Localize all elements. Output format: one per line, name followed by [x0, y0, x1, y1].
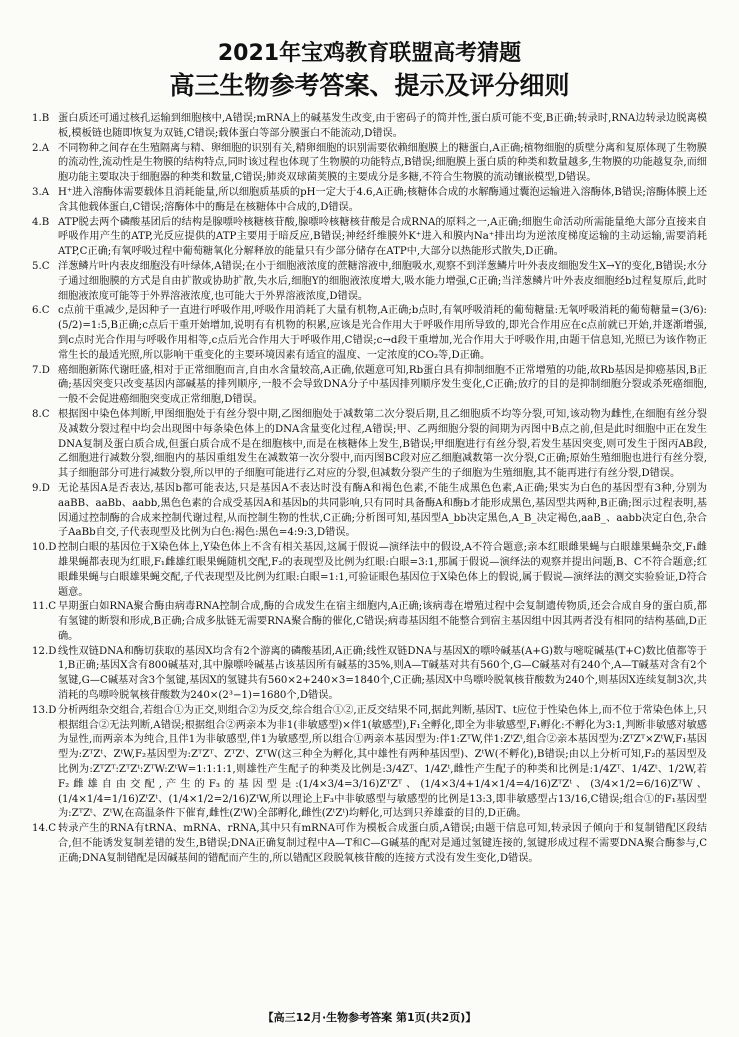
answer-item-12	[32, 645, 707, 704]
answer-number: 8.C	[32, 408, 50, 420]
answer-text: 根据图中染色体判断,甲图细胞处于有丝分裂中期,乙图细胞处于减数第二次分裂后期,且乙细胞质不均等分裂,可知,该动物为雌性,在细胞有丝分裂及减数分裂过程中均会出现图中每条染色体上的DNA含量变化过程,A错误;甲、乙两细胞分裂的间期为丙图中B点之前,但是此时细胞中正在发生DNA复制及蛋白质合成,但蛋白质合成不是在细胞核中,而是在核糖体上发生,B错误;甲细胞进行有丝分裂,若发生基因突变,则可发生于图丙AB段,乙细胞进行减数分裂,细胞内的基因重组发生在减数第一次分裂中,而丙图BC段对应乙细胞减数第一次分裂,C正确;原始生殖细胞也进行有丝分裂,其子细胞部分可进行减数分裂,所以甲的子细胞可能进行乙对应的分裂,但减数分裂产生的子细胞为生殖细胞,其不能再进行有丝分裂,D错误。	[58, 408, 707, 480]
answer-text: 无论基因A是否表达,基因b都可能表达,只是基因A不表达时没有酶A和褐色色素,不能生成黑色色素,A正确;果实为白色的基因型有3种,分别为aaBB、aaBb、aabb,黑色色素的合成受基因A和基因b的共同影响,只有同时具备酶A和酶b才能形成黑色,基因型共两种,B正确;图示过程表明,基因通过控制酶的合成来控制代谢过程,从而控制生物的性状,C正确;分析图可知,基因型A_bb决定黑色,A_B_决定褐色,aaB_、aabb决定白色,杂合子AaBb自交,子代表现型及比例为白色:褐色:黑色=4:9:3,D错误。	[58, 482, 707, 539]
answer-text: H⁺进入溶酶体需要载体且消耗能量,所以细胞质基质的pH一定大于4.6,A正确;核糖体合成的水解酶通过囊泡运输进入溶酶体,B错误;溶酶体膜上还含其他载体蛋白,C错误;溶酶体中的酶是在核糖体中合成的,D错误。	[58, 186, 707, 213]
answer-item-9	[32, 482, 707, 541]
answer-number: 10.D	[32, 542, 57, 554]
answer-number: 2.A	[32, 142, 50, 154]
page-title: 2021年宝鸡教育联盟高考猜题	[217, 41, 522, 66]
answer-list	[32, 112, 707, 867]
answer-item-14	[32, 822, 707, 866]
answer-item-2	[32, 142, 707, 186]
answer-item-6	[32, 304, 707, 363]
answer-text: 早期蛋白如RNA聚合酶由病毒RNA控制合成,酶的合成发生在宿主细胞内,A正确;该病毒在增殖过程中会复制遗传物质,还会合成自身的蛋白质,都有氢键的断裂和形成,B正确;合成多肽链无需要RNA聚合酶的催化,C错误;病毒基因组不能整合到宿主基因组中因其两者没有相同的结构基础,D正确。	[58, 601, 707, 642]
page-subtitle: 高三生物参考答案、提示及评分细则	[169, 71, 570, 100]
answer-text: c点前干重减少,是因种子一直进行呼吸作用,呼吸作用消耗了大量有机物,A正确;b点时,有氧呼吸消耗的葡萄糖量:无氧呼吸消耗的葡萄糖量=(3/6):(5/2)=1:5,B正确;c点后干重开始增加,说明有有机物的积累,应该是光合作用大于呼吸作用所导致的,即光合作用应在c点前就已开始,并逐渐增强,到c点时光合作用与呼吸作用相等,c点后光合作用大于呼吸作用,C错误;c→d段干重增加,光合作用大于呼吸作用,由题干信息知,光照已为该作物正常生长的最适光照,所以影响干重变化的主要环境因素有适宜的温度、一定浓度的CO₂等,D正确。	[58, 305, 707, 361]
answer-number: 6.C	[32, 305, 50, 317]
answer-number: 7.D	[32, 364, 50, 376]
answer-number: 14.C	[32, 823, 56, 835]
answer-item-3	[32, 186, 707, 216]
answer-text: 控制白眼的基因位于X染色体上,Y染色体上不含有相关基因,这属于假说—演绎法中的假设,A不符合题意;亲本红眼雌果蝇与白眼雄果蝇杂交,F₁雌雄果蝇都表现为红眼,F₁雌雄红眼果蝇随机交配,F₂的表现型及比例为红眼:白眼=3:1,那属于假说—演绎法的观察并提出问题,B、C不符合题意;红眼雌果蝇与白眼雄果蝇交配,子代表现型及比例为红眼:白眼=1:1,可验证眼色基因位于X染色体上的假说,属于假说—演绎法的测交实验验证,D符合题意。	[58, 542, 707, 598]
answer-text: 分析两组杂交组合,若组合①为正交,则组合②为反交,综合组合①②,正反交结果不同,据此判断,基因T、t应位于性染色体上,而不位于常染色体上,只根据组合②无法判断,A错误;根据组合②两亲本为非1(非敏感型)×伴1(敏感型),F₁全孵化,即全为非敏感型,F₁孵化:不孵化为3:1,判断非敏感对敏感为显性,而两亲本为纯合,且伴1为非敏感型,伴1为敏感型,所以组合①两亲本基因型为:伴1:ZᵀW,伴1:ZᵗZᵗ,组合②亲本基因型为:ZᵀZᵀ×ZᵗW,F₁基因型为:ZᵀZᵗ、ZᵗW,F₂基因型为:ZᵀZᵀ、ZᵀZᵗ、ZᵀW(这三种全为孵化,其中雄性有两种基因型)、ZᵗW(不孵化),B错误;由以上分析可知,F₂的基因型及比例为:ZᵀZᵀ:ZᵀZᵗ:ZᵀW:ZᵗW=1:1:1:1,则雄性产生配子的种类及比例是:3/4Zᵀ、1/4Zᵗ,雌性产生配子的种类和比例是:1/4Zᵀ、1/4Zᵗ、1/2W,若F₂雌雄自由交配,产生的F₃的基因型是:(1/4×3/4=3/16)ZᵀZᵀ、(1/4×3/4+1/4×1/4=4/16)ZᵀZᵗ、(3/4×1/2=6/16)ZᵀW、(1/4×1/4=1/16)ZᵗZᵗ、(1/4×1/2=2/16)ZᵗW,所以理论上F₃中非敏感型与敏感型的比例是13:3,即非敏感型占13/16,C错误;组合①的F₁基因型为:ZᵀZᵗ、ZᵗW,在高温条件下催育,雌性(ZᵗW)全部孵化,雌性(ZᵗZᵗ)均孵化,可达到只养雄蚕的目的,D正确。	[58, 704, 707, 820]
answer-text: 转录产生的RNA有tRNA、mRNA、rRNA,其中只有mRNA可作为模板合成蛋白质,A错误;由题干信息可知,转录因子倾向于和复制错配区段结合,但不能诱发复制差错的发生,B错误;DNA正确复制过程中A—T和C—G碱基的配对是通过氢键连接的,氢键形成过程不需要DNA聚合酶参与,C正确;DNA复制错配是因碱基间的错配而产生的,所以错配区段脱氧核苷酸的连接方式没有发生变化,D错误。	[58, 823, 707, 864]
answer-number: 12.D	[32, 645, 57, 657]
answer-number: 11.C	[32, 601, 56, 613]
answer-text: ATP脱去两个磷酸基团后的结构是腺嘌呤核糖核苷酸,腺嘌呤核糖核苷酸是合成RNA的原料之一,A正确;细胞生命活动所需能量绝大部分直接来自呼吸作用产生的ATP,光反应提供的ATP主要用于暗反应,B错误;神经纤维膜外K⁺进入和膜内Na⁺排出均为逆浓度梯度运输的主动运输,需要消耗ATP,C正确;有氧呼吸过程中葡萄糖氧化分解释放的能量只有少部分储存在ATP中,大部分以热能形式散失,D正确。	[58, 216, 707, 258]
answer-number: 3.A	[32, 186, 50, 198]
page-footer: 【高三12月·生物参考答案 第1页(共2页)】	[262, 1011, 477, 1024]
answer-item-4	[32, 216, 707, 260]
answer-text: 蛋白质还可通过核孔运输到细胞核中,A错误;mRNA上的碱基发生改变,由于密码子的简并性,蛋白质可能不变,B正确;转录时,RNA边转录边脱离模板,模板链也随即恢复为双链,C错误;载体蛋白等部分膜蛋白不能流动,D错误。	[58, 113, 707, 139]
answer-number: 9.D	[32, 482, 50, 494]
answer-text: 洋葱鳞片叶内表皮细胞没有叶绿体,A错误;在小于细胞液浓度的蔗糖溶液中,细胞吸水,观察不到洋葱鳞片叶外表皮细胞发生X→Y的变化,B错误;水分子通过细胞膜的方式是自由扩散或协助扩散,失水后,细胞Y的细胞液浓度增大,吸水能力增强,C正确;当洋葱鳞片叶外表皮细胞经b过程复原后,此时细胞液浓度可能等于外界溶液浓度,也可能大于外界溶液浓度,D错误。	[58, 260, 707, 302]
answer-number: 1.B	[32, 113, 50, 124]
answer-item-11	[32, 600, 707, 644]
answer-number: 4.B	[32, 216, 50, 228]
answer-number: 5.C	[32, 260, 50, 272]
answer-item-10	[32, 541, 707, 600]
answer-text: 不同物种之间存在生殖隔离与精、卵细胞的识别有关,精卵细胞的识别需要依赖细胞膜上的糖蛋白,A正确;植物细胞的质壁分离和复原体现了生物膜的流动性,流动性是生物膜的结构特点,同时该过程也体现了生物膜的功能特点,B错误;细胞膜上蛋白质的种类和数量越多,生物膜的功能越复杂,而细胞功能主要取决于细胞器的种类和数量,C错误;肺炎双球菌荚膜的主要成分是多糖,不符合生物膜的流动镶嵌模型,D错误。	[58, 142, 707, 184]
answer-text: 线性双链DNA和酶切获取的基因X均含有2个游离的磷酸基团,A正确;线性双链DNA与基因X的嘌呤碱基(A+G)数与嘧啶碱基(T+C)数比值都等于1,B正确;基因X含有800碱基对,其中腺嘌呤碱基占该基因所有碱基的35%,则A—T碱基对共有560个,G—C碱基对有240个,A—T碱基对含有2个氢键,G—C碱基对含3个氢键,基因X的氢键共有560×2+240×3=1840个,C正确;基因X中鸟嘌呤脱氧核苷酸数为240个,则基因X连续复制3次,共消耗的鸟嘌呤脱氧核苷酸数为240×(2³−1)=1680个,D错误。	[58, 645, 707, 702]
answer-item-7	[32, 364, 707, 408]
answer-item-5	[32, 260, 707, 304]
answer-item-8	[32, 408, 707, 482]
answer-number: 13.D	[32, 704, 57, 716]
answer-text: 癌细胞新陈代谢旺盛,相对于正常细胞而言,自由水含量较高,A正确,依题意可知,Rb蛋白具有抑制细胞不正常增殖的功能,故Rb基因是抑癌基因,B正确;基因突变只改变基因内部碱基的排列顺序,一般不会导致DNA分子中基因排列顺序发生变化,C正确;放疗的目的是抑制细胞分裂或杀死癌细胞,一般不会促进癌细胞突变成正常细胞,D错误。	[58, 364, 707, 406]
answer-item-13	[32, 704, 707, 822]
answer-item-1	[32, 112, 707, 142]
